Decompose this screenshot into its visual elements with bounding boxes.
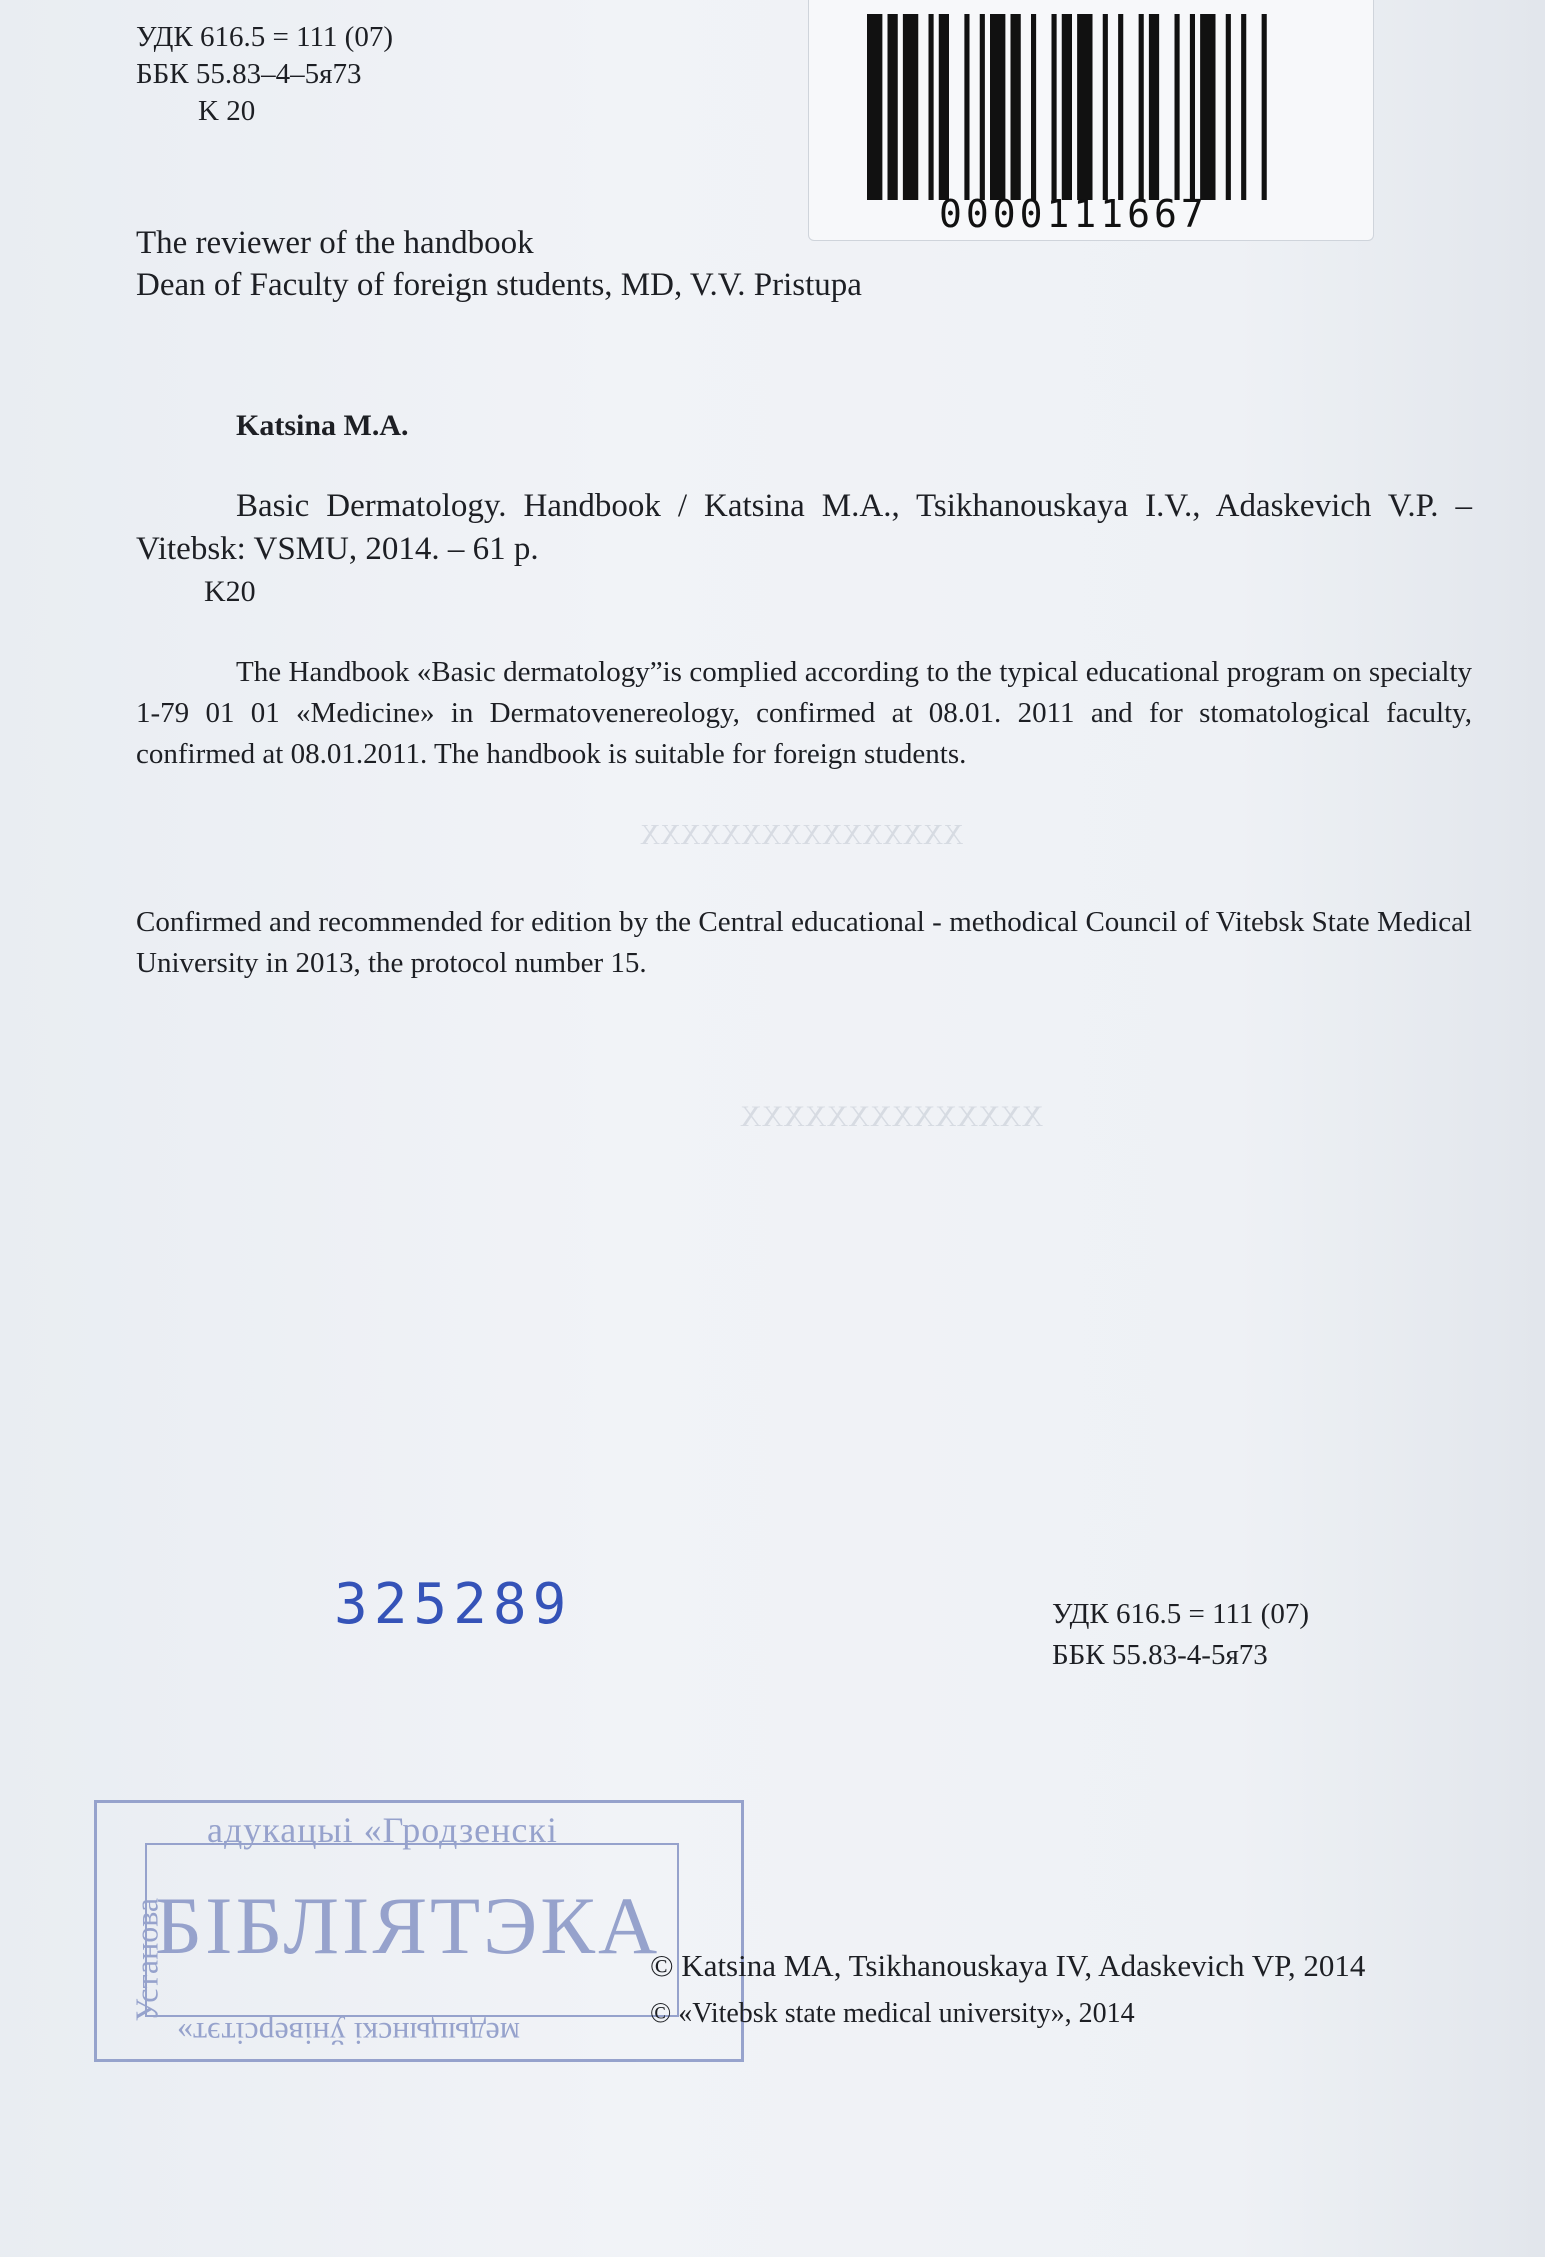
show-through-decoration: XXXXXXXXXXXXXXXX [640, 820, 964, 851]
udk-code-bottom: УДК 616.5 = 111 (07) [1052, 1598, 1309, 1630]
inventory-number-stamp: 325289 [334, 1572, 573, 1637]
stamp-top-text: адукацыі «Гродзенскі [207, 1810, 558, 1850]
stamp-main-text: БІБЛІЯТЭКА [155, 1880, 661, 1971]
copyright-authors: © Katsina MA, Tsikhanouskaya IV, Adaskevich VP, 2014 [650, 1948, 1366, 1983]
confirmation-note: Confirmed and recommended for edition by the Central educational - methodical Council of Vitebsk State Medical University in 2013, the protocol number 15. [136, 906, 1472, 979]
reviewer-name-line: Dean of Faculty of foreign students, MD, V.V. Pristupa [136, 267, 862, 303]
udk-code: УДК 616.5 = 111 (07) [136, 21, 393, 53]
author-heading: Katsina M.A. [236, 409, 409, 442]
bibliographic-citation: Basic Dermatology. Handbook / Katsina M.A., Tsikhanouskaya I.V., Adaskevich V.P. – Vitebsk: VSMU, 2014. – 61 p. [136, 488, 1472, 567]
barcode-number: 0000111667 [939, 192, 1208, 236]
bbk-code: ББК 55.83–4–5я73 [136, 58, 362, 90]
bbk-code-bottom: ББК 55.83-4-5я73 [1052, 1639, 1268, 1671]
copyright-university: © «Vitebsk state medical university», 2014 [650, 1998, 1135, 2029]
barcode-sticker [808, 0, 1374, 241]
citation-mark: K20 [204, 575, 256, 608]
show-through-decoration: XXXXXXXXXXXXXX [740, 1100, 1044, 1133]
stamp-left-text: Установа [128, 1897, 165, 2022]
author-mark: K 20 [198, 95, 256, 127]
barcode-icon [867, 14, 1277, 200]
sticker-cut-edge [819, 0, 1059, 4]
reviewer-line: The reviewer of the handbook [136, 225, 534, 261]
library-stamp [94, 1800, 744, 2062]
stamp-bottom-text: медыцынскі ўніверсітэт» [177, 2016, 520, 2052]
handbook-description: The Handbook «Basic dermatology”is complied according to the typical educational program on specialty 1-79 01 01 «Medicine» in Dermatovenereology, confirmed at 08.01. 2011 and for stomatological faculty, confirmed at 08.01.2011. The handbook is suitable for foreign students. [136, 656, 1472, 770]
